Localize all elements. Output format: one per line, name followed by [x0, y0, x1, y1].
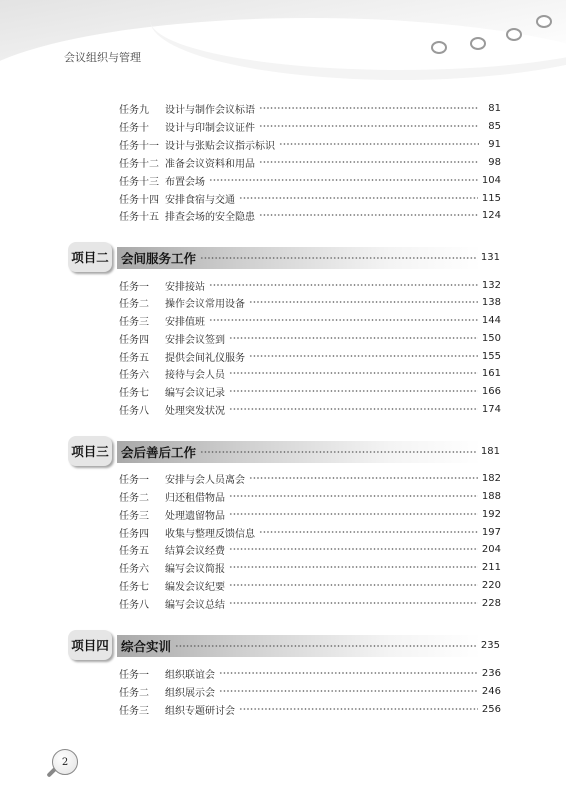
- toc-task-row: [119, 524, 501, 540]
- task-label: 任务四: [119, 334, 149, 346]
- dot-leader: [229, 387, 478, 395]
- task-title: 安排值班: [165, 316, 205, 328]
- decorative-ring-icon: [431, 41, 447, 54]
- page-number-badge: [45, 746, 81, 782]
- project-heading: [68, 438, 500, 466]
- task-page-number: 188: [481, 490, 501, 502]
- dot-leader: [229, 405, 478, 413]
- task-page-number: 182: [481, 472, 501, 484]
- task-title: 排查会场的安全隐患: [165, 211, 255, 223]
- toc-task-row: [119, 541, 501, 557]
- dot-leader: [229, 492, 478, 500]
- toc-task-row: [119, 683, 501, 699]
- task-label: 任务二: [119, 298, 149, 310]
- dot-leader: [229, 581, 478, 589]
- toc-task-row: [119, 136, 501, 152]
- task-title: 收集与整理反馈信息: [165, 528, 255, 540]
- task-page-number: 144: [481, 314, 501, 326]
- project-title-bar: [117, 441, 481, 463]
- task-label: 任务五: [119, 352, 149, 364]
- project-title-bar: [117, 635, 481, 657]
- toc-task-row: [119, 312, 501, 328]
- task-title: 设计与张贴会议指示标识: [165, 140, 275, 152]
- toc-task-row: [119, 559, 501, 575]
- dot-leader: [200, 448, 477, 456]
- task-label: 任务十五: [119, 211, 159, 223]
- task-page-number: 155: [481, 350, 501, 362]
- task-title: 安排与会人员离会: [165, 474, 245, 486]
- toc-task-row: [119, 665, 501, 681]
- toc-task-row: [119, 365, 501, 381]
- task-label: 任务三: [119, 705, 149, 717]
- toc-task-row: [119, 470, 501, 486]
- toc-task-row: [119, 172, 501, 188]
- toc-task-row: [119, 595, 501, 611]
- decorative-ring-icon: [506, 28, 522, 41]
- task-label: 任务五: [119, 545, 149, 557]
- running-head: 会议组织与管理: [64, 51, 141, 64]
- project-heading: [68, 632, 500, 660]
- task-page-number: 138: [481, 296, 501, 308]
- dot-leader: [229, 510, 478, 518]
- task-page-number: 161: [481, 367, 501, 379]
- dot-leader: [249, 474, 478, 482]
- task-page-number: 132: [481, 279, 501, 291]
- task-page-number: 166: [481, 385, 501, 397]
- dot-leader: [259, 104, 479, 112]
- dot-leader: [239, 705, 478, 713]
- task-title: 接待与会人员: [165, 369, 225, 381]
- task-page-number: 85: [488, 120, 501, 132]
- dot-leader: [175, 642, 477, 650]
- task-page-number: 91: [488, 138, 501, 150]
- task-label: 任务二: [119, 492, 149, 504]
- task-page-number: 150: [481, 332, 501, 344]
- task-title: 组织展示会: [165, 687, 215, 699]
- toc-task-row: [119, 488, 501, 504]
- task-label: 任务一: [119, 281, 149, 293]
- dot-leader: [200, 254, 477, 262]
- task-page-number: 220: [481, 579, 501, 591]
- toc-task-row: [119, 277, 501, 293]
- toc-task-row: [119, 154, 501, 170]
- task-page-number: 228: [481, 597, 501, 609]
- task-title: 编写会议总结: [165, 599, 225, 611]
- magnifier-icon: [52, 749, 78, 775]
- task-title: 准备会议资料和用品: [165, 158, 255, 170]
- toc-task-row: [119, 207, 501, 223]
- task-label: 任务一: [119, 669, 149, 681]
- task-page-number: 246: [481, 685, 501, 697]
- task-label: 任务九: [119, 104, 149, 116]
- task-page-number: 204: [481, 543, 501, 555]
- task-title: 布置会场: [165, 176, 205, 188]
- project-heading: [68, 244, 500, 272]
- project-title: 会间服务工作: [121, 251, 197, 266]
- toc-task-row: [119, 118, 501, 134]
- dot-leader: [259, 211, 478, 219]
- task-title: 结算会议经费: [165, 545, 225, 557]
- task-page-number: 81: [488, 102, 501, 114]
- task-title: 编写会议记录: [165, 387, 225, 399]
- toc-task-row: [119, 701, 501, 717]
- task-title: 设计与制作会议标语: [165, 104, 255, 116]
- task-label: 任务十一: [119, 140, 159, 152]
- dot-leader: [249, 352, 478, 360]
- project-page-number: 181: [480, 446, 500, 457]
- task-label: 任务十二: [119, 158, 159, 170]
- task-title: 处理遗留物品: [165, 510, 225, 522]
- task-page-number: 124: [481, 209, 501, 221]
- page-number: 2: [61, 756, 69, 768]
- toc-task-row: [119, 383, 501, 399]
- task-title: 编写会议简报: [165, 563, 225, 575]
- task-page-number: 256: [481, 703, 501, 715]
- task-label: 任务十: [119, 122, 149, 134]
- task-label: 任务四: [119, 528, 149, 540]
- project-page-number: 235: [480, 640, 500, 651]
- project-title-bar: [117, 247, 481, 269]
- dot-leader: [219, 669, 478, 677]
- dot-leader: [259, 528, 478, 536]
- task-label: 任务三: [119, 510, 149, 522]
- toc-task-row: [119, 348, 501, 364]
- task-title: 安排会议签到: [165, 334, 225, 346]
- decorative-ring-icon: [470, 37, 486, 50]
- task-label: 任务二: [119, 687, 149, 699]
- task-page-number: 197: [481, 526, 501, 538]
- toc-task-row: [119, 577, 501, 593]
- task-page-number: 98: [488, 156, 501, 168]
- task-label: 任务一: [119, 474, 149, 486]
- dot-leader: [259, 122, 479, 130]
- task-title: 设计与印制会议证件: [165, 122, 255, 134]
- task-label: 任务六: [119, 369, 149, 381]
- dot-leader: [239, 194, 478, 202]
- dot-leader: [229, 599, 478, 607]
- task-label: 任务七: [119, 387, 149, 399]
- toc-task-row: [119, 506, 501, 522]
- toc-task-row: [119, 100, 501, 116]
- dot-leader: [259, 158, 479, 166]
- task-title: 组织专题研讨会: [165, 705, 235, 717]
- project-page-number: 131: [480, 252, 500, 263]
- task-page-number: 236: [481, 667, 501, 679]
- toc-task-row: [119, 294, 501, 310]
- task-title: 编发会议纪要: [165, 581, 225, 593]
- task-label: 任务七: [119, 581, 149, 593]
- project-tag: 项目二: [68, 242, 112, 272]
- task-page-number: 104: [481, 174, 501, 186]
- task-title: 归还租借物品: [165, 492, 225, 504]
- task-page-number: 192: [481, 508, 501, 520]
- decorative-ring-icon: [536, 15, 552, 28]
- dot-leader: [279, 140, 479, 148]
- dot-leader: [249, 298, 478, 306]
- task-title: 操作会议常用设备: [165, 298, 245, 310]
- task-title: 处理突发状况: [165, 405, 225, 417]
- task-label: 任务八: [119, 599, 149, 611]
- project-title: 会后善后工作: [121, 445, 197, 460]
- task-title: 提供会间礼仪服务: [165, 352, 245, 364]
- task-page-number: 174: [481, 403, 501, 415]
- project-tag: 项目四: [68, 630, 112, 660]
- task-title: 安排食宿与交通: [165, 194, 235, 206]
- toc-task-row: [119, 330, 501, 346]
- dot-leader: [209, 281, 478, 289]
- dot-leader: [219, 687, 478, 695]
- task-label: 任务六: [119, 563, 149, 575]
- task-label: 任务三: [119, 316, 149, 328]
- dot-leader: [229, 545, 478, 553]
- task-label: 任务十三: [119, 176, 159, 188]
- task-page-number: 115: [481, 192, 501, 204]
- toc-task-row: [119, 190, 501, 206]
- task-label: 任务八: [119, 405, 149, 417]
- dot-leader: [209, 176, 478, 184]
- project-title: 综合实训: [121, 639, 172, 654]
- task-title: 组织联谊会: [165, 669, 215, 681]
- dot-leader: [229, 334, 478, 342]
- task-label: 任务十四: [119, 194, 159, 206]
- toc-task-row: [119, 401, 501, 417]
- dot-leader: [229, 563, 478, 571]
- dot-leader: [209, 316, 478, 324]
- dot-leader: [229, 369, 478, 377]
- task-title: 安排接站: [165, 281, 205, 293]
- project-tag: 项目三: [68, 436, 112, 466]
- task-page-number: 211: [481, 561, 501, 573]
